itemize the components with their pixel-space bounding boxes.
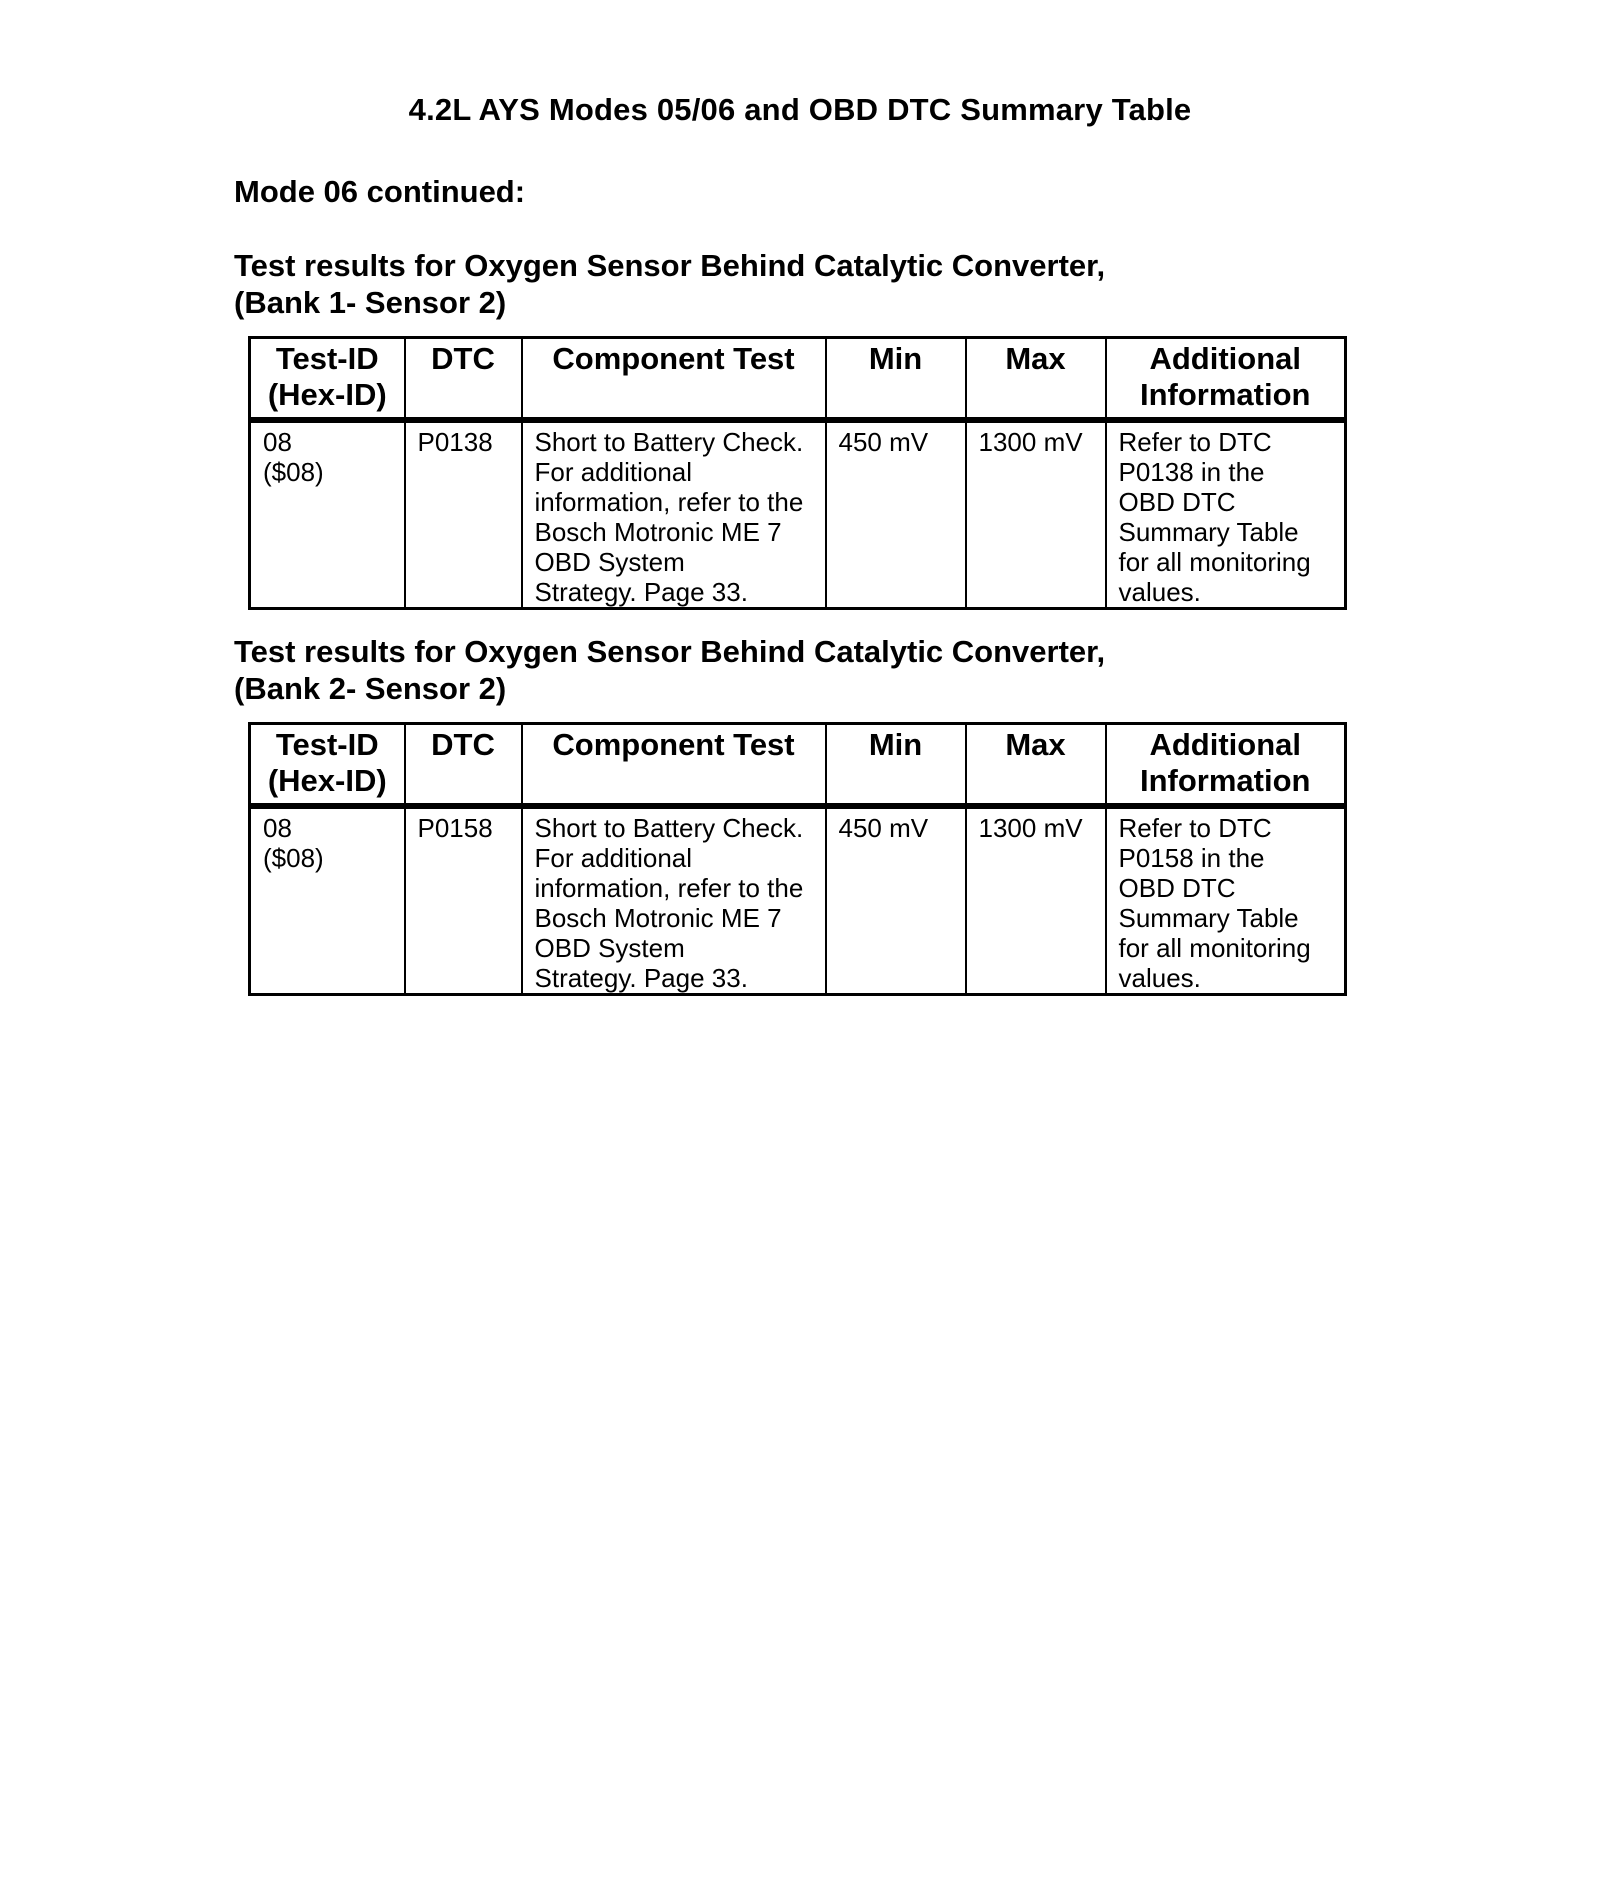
- cell-line: P0138 in the: [1118, 457, 1265, 487]
- header-min: Min: [826, 724, 966, 807]
- cell-line: for all monitoring: [1118, 933, 1311, 963]
- cell-line: values.: [1118, 577, 1201, 607]
- cell-test-id: [250, 420, 405, 609]
- header-line: (Hex-ID): [267, 377, 387, 412]
- section-heading-bank1: [234, 247, 1105, 321]
- cell-line: 08: [263, 813, 292, 843]
- header-min: Min: [826, 338, 966, 421]
- cell-line: Short to Battery Check.: [534, 813, 804, 843]
- test-results-table-bank1: [248, 336, 1347, 610]
- cell-dtc: P0158: [405, 806, 522, 995]
- section-heading-line: Test results for Oxygen Sensor Behind Catalytic Converter,: [234, 634, 1106, 669]
- header-line: Additional: [1149, 727, 1302, 762]
- cell-max: 1300 mV: [966, 806, 1106, 995]
- cell-line: values.: [1118, 963, 1201, 993]
- cell-line: Short to Battery Check.: [534, 427, 804, 457]
- cell-line: Summary Table: [1118, 517, 1299, 547]
- header-additional-info: [1106, 724, 1346, 807]
- header-line: Additional: [1149, 341, 1302, 376]
- cell-line: Summary Table: [1118, 903, 1299, 933]
- header-max: Max: [966, 338, 1106, 421]
- header-test-id: [250, 338, 405, 421]
- header-dtc: DTC: [405, 338, 522, 421]
- cell-test-id: [250, 806, 405, 995]
- header-test-id: [250, 724, 405, 807]
- cell-line: For additional: [534, 457, 693, 487]
- cell-line: for all monitoring: [1118, 547, 1311, 577]
- cell-line: 08: [263, 427, 292, 457]
- test-results-table-bank2: [248, 722, 1347, 996]
- section-heading-line: (Bank 2- Sensor 2): [234, 671, 507, 706]
- page-title: 4.2L AYS Modes 05/06 and OBD DTC Summary Table: [408, 92, 1192, 127]
- cell-line: Refer to DTC: [1118, 427, 1272, 457]
- header-line: Test-ID: [275, 341, 379, 376]
- cell-line: OBD System: [534, 547, 685, 577]
- cell-line: For additional: [534, 843, 693, 873]
- cell-additional-info: [1106, 806, 1346, 995]
- header-additional-info: [1106, 338, 1346, 421]
- section-heading-line: Test results for Oxygen Sensor Behind Catalytic Converter,: [234, 248, 1106, 283]
- header-component-test: Component Test: [522, 724, 826, 807]
- cell-max: 1300 mV: [966, 420, 1106, 609]
- cell-component-test: [522, 420, 826, 609]
- cell-line: information, refer to the: [534, 873, 804, 903]
- cell-component-test: [522, 806, 826, 995]
- table-header-row: [250, 724, 1346, 807]
- cell-line: Refer to DTC: [1118, 813, 1272, 843]
- cell-line: Strategy. Page 33.: [534, 963, 748, 993]
- cell-line: OBD DTC: [1118, 487, 1236, 517]
- header-dtc: DTC: [405, 724, 522, 807]
- header-line: Information: [1140, 763, 1311, 798]
- cell-line: Bosch Motronic ME 7: [534, 903, 782, 933]
- header-line: (Hex-ID): [267, 763, 387, 798]
- table-header-row: [250, 338, 1346, 421]
- cell-line: OBD DTC: [1118, 873, 1236, 903]
- cell-line: OBD System: [534, 933, 685, 963]
- cell-line: ($08): [263, 457, 324, 487]
- header-line: Test-ID: [275, 727, 379, 762]
- cell-min: 450 mV: [826, 420, 966, 609]
- cell-additional-info: [1106, 420, 1346, 609]
- mode-heading: Mode 06 continued:: [234, 174, 526, 209]
- cell-dtc: P0138: [405, 420, 522, 609]
- cell-line: Strategy. Page 33.: [534, 577, 748, 607]
- cell-line: ($08): [263, 843, 324, 873]
- cell-line: P0158 in the: [1118, 843, 1265, 873]
- cell-min: 450 mV: [826, 806, 966, 995]
- cell-line: Bosch Motronic ME 7: [534, 517, 782, 547]
- table-row: [250, 420, 1346, 609]
- header-line: Information: [1140, 377, 1311, 412]
- section-heading-bank2: [234, 633, 1105, 707]
- section-heading-line: (Bank 1- Sensor 2): [234, 285, 507, 320]
- header-max: Max: [966, 724, 1106, 807]
- cell-line: information, refer to the: [534, 487, 804, 517]
- table-row: [250, 806, 1346, 995]
- header-component-test: Component Test: [522, 338, 826, 421]
